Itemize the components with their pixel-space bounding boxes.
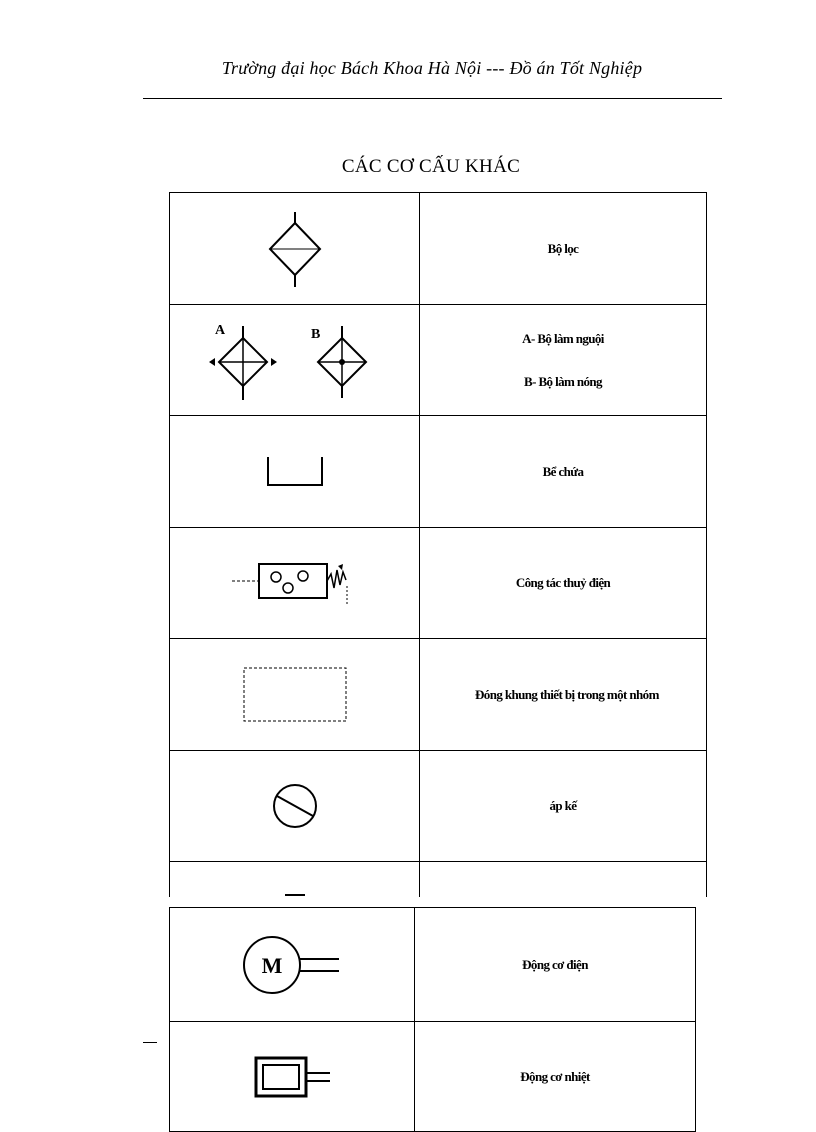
row-label: Động cơ nhiệt bbox=[520, 1068, 590, 1084]
label-b: B bbox=[310, 326, 320, 342]
table-row bbox=[170, 305, 707, 416]
row-label-a: A- Bộ làm nguội bbox=[522, 330, 604, 346]
symbol-cell bbox=[170, 193, 420, 305]
description-cell bbox=[420, 416, 707, 528]
cut-symbol-fragment bbox=[285, 893, 305, 897]
table-row bbox=[170, 193, 707, 305]
header-rule bbox=[143, 98, 722, 99]
filter-symbol-icon bbox=[265, 209, 325, 289]
row-label: Động cơ điện bbox=[522, 956, 588, 972]
symbol-cell bbox=[170, 908, 415, 1022]
row-label-b: B- Bộ làm nóng bbox=[524, 373, 602, 389]
table-row-cut bbox=[170, 862, 707, 897]
table-row bbox=[170, 908, 696, 1022]
cooler-heater-symbol-icon bbox=[205, 318, 385, 403]
table-row bbox=[170, 528, 707, 639]
symbols-table bbox=[169, 192, 707, 897]
table-row bbox=[170, 416, 707, 528]
reservoir-symbol-icon bbox=[265, 455, 325, 489]
motor-letter: M bbox=[261, 952, 283, 978]
row-label: Đóng khung thiết bị trong một nhóm bbox=[475, 687, 659, 702]
pressure-switch-symbol-icon bbox=[230, 558, 360, 608]
table-row bbox=[170, 639, 707, 751]
description-cell bbox=[420, 305, 707, 416]
row-label: áp kế bbox=[549, 798, 577, 813]
pressure-gauge-symbol-icon bbox=[270, 781, 320, 831]
label-a: A bbox=[214, 322, 225, 338]
symbol-cell bbox=[170, 1022, 415, 1132]
table-row bbox=[170, 751, 707, 862]
description-cell bbox=[415, 1022, 696, 1132]
description-cell bbox=[420, 528, 707, 639]
description-cell bbox=[415, 908, 696, 1022]
electric-motor-symbol-icon bbox=[242, 933, 342, 997]
symbol-cell bbox=[170, 528, 420, 639]
description-cell bbox=[420, 639, 707, 751]
page-header: Trường đại học Bách Khoa Hà Nội --- Đồ án Tốt Nghiệp bbox=[221, 58, 643, 78]
row-label: Công tác thuỷ điện bbox=[515, 575, 611, 590]
symbol-cell bbox=[170, 862, 420, 897]
symbol-cell bbox=[170, 639, 420, 751]
margin-dash bbox=[143, 1042, 157, 1043]
section-title: CÁC CƠ CẤU KHÁC bbox=[341, 156, 521, 177]
heat-engine-symbol-icon bbox=[252, 1054, 332, 1100]
symbol-cell bbox=[170, 416, 420, 528]
description-cell bbox=[420, 862, 707, 897]
symbol-cell bbox=[170, 305, 420, 416]
symbols-table-continued bbox=[169, 907, 696, 1132]
table-row bbox=[170, 1022, 696, 1132]
description-cell bbox=[420, 193, 707, 305]
row-label: Bể chứa bbox=[542, 463, 584, 479]
symbol-cell bbox=[170, 751, 420, 862]
description-cell bbox=[420, 751, 707, 862]
dashed-frame-symbol-icon bbox=[242, 666, 348, 724]
row-label: Bộ lọc bbox=[547, 240, 579, 256]
